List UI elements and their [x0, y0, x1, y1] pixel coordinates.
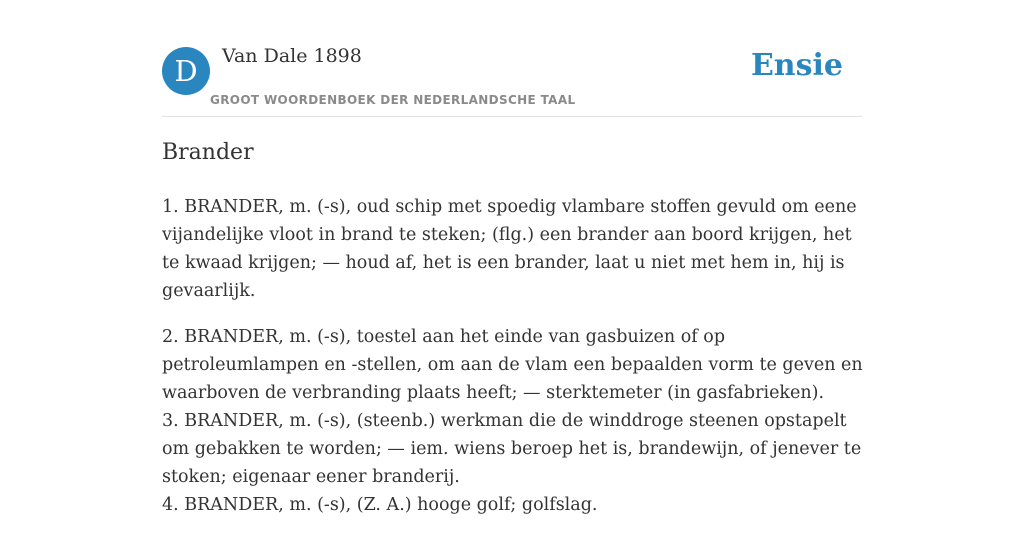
definition-sense: 4. BRANDER, m. (-s), (Z. A.) hooge golf; golfslag.	[162, 495, 598, 515]
definition-paragraph	[162, 323, 864, 519]
definition-paragraph	[162, 193, 864, 305]
dictionary-subtitle: GROOT WOORDENBOEK DER NEDERLANDSCHE TAAL	[210, 93, 576, 107]
dictionary-title[interactable]: Van Dale 1898	[222, 45, 362, 67]
entry-term: Brander	[162, 140, 254, 165]
entry-definition	[162, 193, 864, 537]
definition-sense: 1. BRANDER, m. (-s), oud schip met spoedig vlambare stoffen gevuld om eene vijandelijke vloot in brand te steken; (flg.) een brander aan boord krijgen, het te kwaad krijgen; — houd af, het is een brander, laat u niet met hem in, hij is gevaarlijk.	[162, 197, 857, 301]
header	[162, 0, 862, 117]
ensie-logo[interactable]: Ensie	[750, 48, 843, 83]
definition-sense: 3. BRANDER, m. (-s), (steenb.) werkman die de winddroge steenen opstapelt om gebakken te worden; — iem. wiens beroep het is, brandewijn, of jenever te stoken; eigenaar eener branderij.	[162, 411, 862, 487]
dictionary-badge-icon[interactable]: D	[162, 47, 210, 95]
page	[162, 0, 863, 515]
definition-sense: 2. BRANDER, m. (-s), toestel aan het einde van gasbuizen of op petroleumlampen en -stellen, om aan de vlam een bepaalden vorm te geven en waarboven de verbranding plaats heeft; — sterktemeter (in gasfabrieken).	[162, 327, 863, 403]
